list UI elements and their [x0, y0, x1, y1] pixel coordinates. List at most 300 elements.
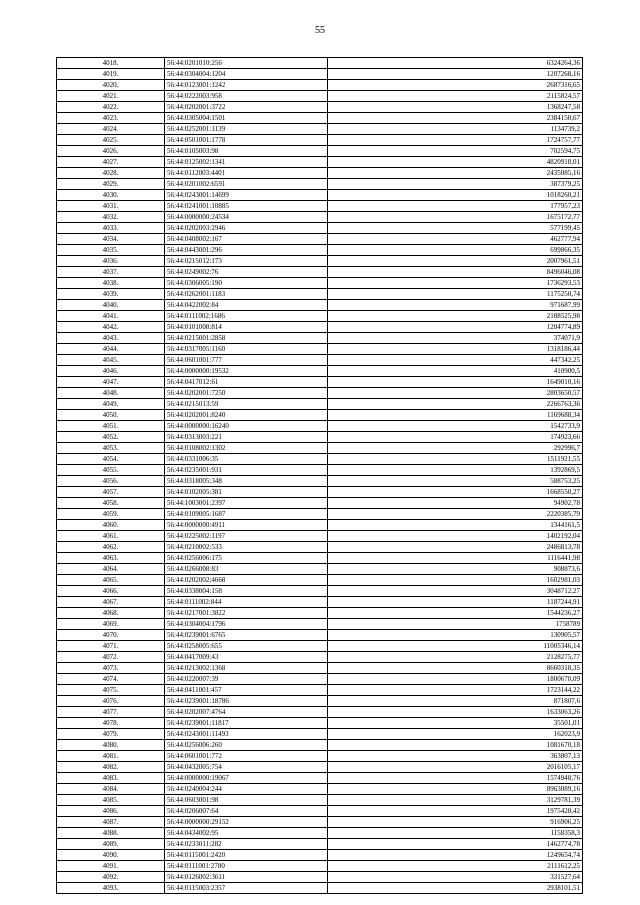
row-number: 4060.: [57, 520, 165, 531]
row-number: 4085.: [57, 795, 165, 806]
row-number: 4052.: [57, 432, 165, 443]
table-row: [57, 201, 583, 212]
table-row: [57, 443, 583, 454]
page-number: 55: [315, 25, 325, 36]
table-row: [57, 751, 583, 762]
table-row: [57, 157, 583, 168]
row-number: 4032.: [57, 212, 165, 223]
cadastral-value: 2016105,17: [328, 762, 583, 773]
cadastral-number: 56:44:0443001:296: [165, 245, 328, 256]
cadastral-value: 1249654,74: [328, 850, 583, 861]
cadastral-value: 1736293,53: [328, 278, 583, 289]
row-number: 4079.: [57, 729, 165, 740]
row-number: 4078.: [57, 718, 165, 729]
cadastral-number: 56:44:0000000:29152: [165, 817, 328, 828]
cadastral-number: 56:44:0202003:2946: [165, 223, 328, 234]
cadastral-value: 4820918,01: [328, 157, 583, 168]
row-number: 4080.: [57, 740, 165, 751]
table-row: [57, 641, 583, 652]
cadastral-number: 56:44:0220007:39: [165, 674, 328, 685]
cadastral-number: 56:44:0243001:11493: [165, 729, 328, 740]
cadastral-number: 56:44:0000000:19067: [165, 773, 328, 784]
cadastral-value: 1318186,44: [328, 344, 583, 355]
row-number: 4043.: [57, 333, 165, 344]
table-row: [57, 80, 583, 91]
cadastral-value: 588753,25: [328, 476, 583, 487]
cadastral-number: 56:44:0210002:533: [165, 542, 328, 553]
table-row: [57, 729, 583, 740]
row-number: 4021.: [57, 91, 165, 102]
table-row: [57, 740, 583, 751]
row-number: 4037.: [57, 267, 165, 278]
table-row: [57, 245, 583, 256]
row-number: 4092.: [57, 872, 165, 883]
row-number: 4027.: [57, 157, 165, 168]
row-number: 4026.: [57, 146, 165, 157]
cadastral-number: 56:44:0603001:98: [165, 795, 328, 806]
cadastral-number: 56:44:0262001:1183: [165, 289, 328, 300]
table-row: [57, 817, 583, 828]
cadastral-value: 3048712,27: [328, 586, 583, 597]
cadastral-value: 2435085,16: [328, 168, 583, 179]
cadastral-number: 56:44:0123001:1242: [165, 80, 328, 91]
cadastral-number: 56:44:0102005:381: [165, 487, 328, 498]
row-number: 4024.: [57, 124, 165, 135]
table-row: [57, 564, 583, 575]
cadastral-value: 2266763,36: [328, 399, 583, 410]
table-row: [57, 674, 583, 685]
cadastral-number: 56:44:0338004:158: [165, 586, 328, 597]
cadastral-value: 1668550,27: [328, 487, 583, 498]
table-row: [57, 399, 583, 410]
cadastral-value: 2128275,77: [328, 652, 583, 663]
cadastral-number: 56:44:0201010:256: [165, 58, 328, 69]
row-number: 4066.: [57, 586, 165, 597]
row-number: 4023.: [57, 113, 165, 124]
table-row: [57, 454, 583, 465]
row-number: 4034.: [57, 234, 165, 245]
table-row: [57, 663, 583, 674]
table-row: [57, 388, 583, 399]
cadastral-number: 56:44:0258005:655: [165, 641, 328, 652]
row-number: 4048.: [57, 388, 165, 399]
table-row: [57, 498, 583, 509]
table-row: [57, 828, 583, 839]
cadastral-number: 56:44:0411001:457: [165, 685, 328, 696]
table-row: [57, 344, 583, 355]
cadastral-value: 1187244,91: [328, 597, 583, 608]
table-row: [57, 861, 583, 872]
cadastral-number: 56:44:0317005:1160: [165, 344, 328, 355]
cadastral-value: 1116441,98: [328, 553, 583, 564]
cadastral-number: 56:44:0000000:19532: [165, 366, 328, 377]
cadastral-value: 971687,99: [328, 300, 583, 311]
cadastral-value: 1975420,42: [328, 806, 583, 817]
table-row: [57, 520, 583, 531]
table-row: [57, 872, 583, 883]
table-row: [57, 278, 583, 289]
row-number: 4072.: [57, 652, 165, 663]
cadastral-value: 331527,64: [328, 872, 583, 883]
row-number: 4050.: [57, 410, 165, 421]
cadastral-number: 56:44:0243001:14699: [165, 190, 328, 201]
cadastral-value: 1207268,16: [328, 69, 583, 80]
table-row: [57, 883, 583, 894]
cadastral-value: 374071,9: [328, 333, 583, 344]
row-number: 4093.: [57, 883, 165, 894]
cadastral-value: 1204774,89: [328, 322, 583, 333]
table-row: [57, 597, 583, 608]
cadastral-number: 56:44:0215001:2858: [165, 333, 328, 344]
cadastral-number: 56:44:0206007:64: [165, 806, 328, 817]
table-row: [57, 256, 583, 267]
cadastral-value: 1081670,18: [328, 740, 583, 751]
table-row: [57, 234, 583, 245]
cadastral-value: 2188525,98: [328, 311, 583, 322]
cadastral-value: 8496046,08: [328, 267, 583, 278]
table-row: [57, 267, 583, 278]
table-row: [57, 366, 583, 377]
cadastral-number: 56:44:0126002:3611: [165, 872, 328, 883]
table-row: [57, 432, 583, 443]
cadastral-number: 56:44:0249002:76: [165, 267, 328, 278]
cadastral-number: 56:44:0215012:173: [165, 256, 328, 267]
table-row: [57, 168, 583, 179]
cadastral-value: 1602981,03: [328, 575, 583, 586]
row-number: 4088.: [57, 828, 165, 839]
cadastral-value: 1134739,2: [328, 124, 583, 135]
cadastral-number: 56:44:0331006:35: [165, 454, 328, 465]
table-row: [57, 58, 583, 69]
table-row: [57, 223, 583, 234]
table-row: [57, 652, 583, 663]
row-number: 4055.: [57, 465, 165, 476]
cadastral-value: 1574948,76: [328, 773, 583, 784]
row-number: 4061.: [57, 531, 165, 542]
table-row: [57, 421, 583, 432]
table-row: [57, 465, 583, 476]
row-number: 4047.: [57, 377, 165, 388]
row-number: 4071.: [57, 641, 165, 652]
cadastral-value: 577199,45: [328, 223, 583, 234]
cadastral-number: 56:44:0432005:754: [165, 762, 328, 773]
cadastral-value: 2687316,65: [328, 80, 583, 91]
table-row: [57, 685, 583, 696]
cadastral-number: 56:44:0225002:1197: [165, 531, 328, 542]
cadastral-number: 56:44:0215013:59: [165, 399, 328, 410]
row-number: 4018.: [57, 58, 165, 69]
cadastral-number: 56:44:0115003:2357: [165, 883, 328, 894]
cadastral-number: 56:44:0202002:4668: [165, 575, 328, 586]
table-row: [57, 531, 583, 542]
row-number: 4057.: [57, 487, 165, 498]
table-row: [57, 630, 583, 641]
table-row: [57, 333, 583, 344]
row-number: 4039.: [57, 289, 165, 300]
table-row: [57, 707, 583, 718]
cadastral-number: 56:44:0241001:10885: [165, 201, 328, 212]
cadastral-number: 56:44:0304004:1796: [165, 619, 328, 630]
cadastral-value: 908873,6: [328, 564, 583, 575]
table-row: [57, 322, 583, 333]
cadastral-value: 1392869,5: [328, 465, 583, 476]
cadastral-value: 2384150,67: [328, 113, 583, 124]
cadastral-number: 56:44:0252001:1139: [165, 124, 328, 135]
cadastral-number: 56:44:0111002:844: [165, 597, 328, 608]
cadastral-value: 177957,23: [328, 201, 583, 212]
cadastral-number: 56:44:0108002:1302: [165, 443, 328, 454]
row-number: 4065.: [57, 575, 165, 586]
cadastral-value: 1158358,3: [328, 828, 583, 839]
cadastral-number: 56:44:0000000:4911: [165, 520, 328, 531]
cadastral-value: 35501,01: [328, 718, 583, 729]
cadastral-number: 56:44:0111002:1686: [165, 311, 328, 322]
row-number: 4031.: [57, 201, 165, 212]
table-row: [57, 795, 583, 806]
table-row: [57, 377, 583, 388]
row-number: 4077.: [57, 707, 165, 718]
row-number: 4049.: [57, 399, 165, 410]
cadastral-value: 1018260,21: [328, 190, 583, 201]
row-number: 4019.: [57, 69, 165, 80]
row-number: 4046.: [57, 366, 165, 377]
cadastral-value: 462777,94: [328, 234, 583, 245]
row-number: 4041.: [57, 311, 165, 322]
cadastral-value: 1511921,55: [328, 454, 583, 465]
cadastral-number: 56:44:0202001:3722: [165, 102, 328, 113]
table-row: [57, 355, 583, 366]
row-number: 4040.: [57, 300, 165, 311]
cadastral-number: 56:44:0202001:8240: [165, 410, 328, 421]
cadastral-value: 1344161,5: [328, 520, 583, 531]
row-number: 4064.: [57, 564, 165, 575]
cadastral-number: 56:44:0125002:1341: [165, 157, 328, 168]
cadastral-value: 292996,7: [328, 443, 583, 454]
cadastral-value: 702594,75: [328, 146, 583, 157]
row-number: 4053.: [57, 443, 165, 454]
cadastral-value: 387379,25: [328, 179, 583, 190]
row-number: 4074.: [57, 674, 165, 685]
cadastral-value: 447342,25: [328, 355, 583, 366]
cadastral-value: 2938101,51: [328, 883, 583, 894]
row-number: 4067.: [57, 597, 165, 608]
cadastral-number: 56:44:0109005:1687: [165, 509, 328, 520]
cadastral-number: 56:44:0233011:282: [165, 839, 328, 850]
cadastral-number: 56:44:0201002:6591: [165, 179, 328, 190]
cadastral-number: 56:44:0305004:1501: [165, 113, 328, 124]
cadastral-value: 1368247,58: [328, 102, 583, 113]
row-number: 4054.: [57, 454, 165, 465]
row-number: 4033.: [57, 223, 165, 234]
row-number: 4076.: [57, 696, 165, 707]
cadastral-value: 410900,5: [328, 366, 583, 377]
cadastral-value: 363807,13: [328, 751, 583, 762]
table-row: [57, 619, 583, 630]
row-number: 4042.: [57, 322, 165, 333]
cadastral-number: 56:44:0111001:2780: [165, 861, 328, 872]
cadastral-value: 1675172,77: [328, 212, 583, 223]
cadastral-value: 1649010,16: [328, 377, 583, 388]
row-number: 4083.: [57, 773, 165, 784]
cadastral-value: 1633063,26: [328, 707, 583, 718]
row-number: 4090.: [57, 850, 165, 861]
row-number: 4087.: [57, 817, 165, 828]
cadastral-number: 56:44:0000000:16240: [165, 421, 328, 432]
cadastral-value: 94902,78: [328, 498, 583, 509]
table-row: [57, 487, 583, 498]
table-row: [57, 190, 583, 201]
cadastral-number: 56:44:0105003:98: [165, 146, 328, 157]
row-number: 4056.: [57, 476, 165, 487]
table-row: [57, 113, 583, 124]
cadastral-value: 1175250,74: [328, 289, 583, 300]
cadastral-value: 2007961,51: [328, 256, 583, 267]
row-number: 4081.: [57, 751, 165, 762]
row-number: 4028.: [57, 168, 165, 179]
cadastral-number: 56:44:0313003:221: [165, 432, 328, 443]
row-number: 4082.: [57, 762, 165, 773]
row-number: 4070.: [57, 630, 165, 641]
cadastral-number: 56:44:0318005:348: [165, 476, 328, 487]
row-number: 4044.: [57, 344, 165, 355]
cadastral-number: 56:44:0239001:6765: [165, 630, 328, 641]
cadastral-value: 11005346,14: [328, 641, 583, 652]
row-number: 4020.: [57, 80, 165, 91]
row-number: 4075.: [57, 685, 165, 696]
row-number: 4063.: [57, 553, 165, 564]
row-number: 4038.: [57, 278, 165, 289]
table-row: [57, 762, 583, 773]
cadastral-number: 56:44:0217001:3822: [165, 608, 328, 619]
table-row: [57, 69, 583, 80]
table-row: [57, 135, 583, 146]
table-row: [57, 575, 583, 586]
cadastral-number: 56:44:0601001:772: [165, 751, 328, 762]
cadastral-value: 1402192,04: [328, 531, 583, 542]
row-number: 4036.: [57, 256, 165, 267]
cadastral-value: 916906,25: [328, 817, 583, 828]
cadastral-number: 56:44:0266008:83: [165, 564, 328, 575]
cadastral-number: 56:44:0235001:931: [165, 465, 328, 476]
row-number: 4022.: [57, 102, 165, 113]
cadastral-value: 2115824,57: [328, 91, 583, 102]
cadastral-value: 2111612,25: [328, 861, 583, 872]
cadastral-number: 56:44:0112003:4401: [165, 168, 328, 179]
table-row: [57, 124, 583, 135]
cadastral-number: 56:44:0304004:1204: [165, 69, 328, 80]
table-body: [57, 58, 583, 894]
cadastral-value: 6324264,36: [328, 58, 583, 69]
row-number: 4059.: [57, 509, 165, 520]
cadastral-value: 1542733,9: [328, 421, 583, 432]
cadastral-value: 1169688,34: [328, 410, 583, 421]
cadastral-number: 56:44:0101008:814: [165, 322, 328, 333]
cadastral-number: 56:44:0000000:24534: [165, 212, 328, 223]
table-row: [57, 608, 583, 619]
table-row: [57, 212, 583, 223]
table-row: [57, 718, 583, 729]
cadastral-value: 1724757,77: [328, 135, 583, 146]
cadastral-number: 56:44:0417009:43: [165, 652, 328, 663]
cadastral-value: 8963089,16: [328, 784, 583, 795]
table-row: [57, 146, 583, 157]
cadastral-number: 56:44:0256006:175: [165, 553, 328, 564]
cadastral-value: 699866,35: [328, 245, 583, 256]
cadastral-value: 1800670,09: [328, 674, 583, 685]
cadastral-number: 56:44:0222003:958: [165, 91, 328, 102]
cadastral-number: 56:44:0417012:61: [165, 377, 328, 388]
table-row: [57, 542, 583, 553]
cadastral-value: 2220385,79: [328, 509, 583, 520]
cadastral-value: 1723144,22: [328, 685, 583, 696]
table-row: [57, 410, 583, 421]
cadastral-value-table: [56, 57, 583, 894]
row-number: 4086.: [57, 806, 165, 817]
table-row: [57, 696, 583, 707]
table-row: [57, 476, 583, 487]
cadastral-number: 56:44:0239001:18786: [165, 696, 328, 707]
row-number: 4068.: [57, 608, 165, 619]
table-row: [57, 850, 583, 861]
cadastral-number: 56:44:0202001:7250: [165, 388, 328, 399]
table-row: [57, 311, 583, 322]
table-row: [57, 289, 583, 300]
table-row: [57, 509, 583, 520]
row-number: 4062.: [57, 542, 165, 553]
row-number: 4045.: [57, 355, 165, 366]
row-number: 4091.: [57, 861, 165, 872]
table-row: [57, 102, 583, 113]
table-row: [57, 91, 583, 102]
cadastral-value: 130905,57: [328, 630, 583, 641]
row-number: 4035.: [57, 245, 165, 256]
cadastral-value: 8660318,35: [328, 663, 583, 674]
table-row: [57, 553, 583, 564]
cadastral-number: 56:44:0434002:95: [165, 828, 328, 839]
cadastral-value: 1544236,27: [328, 608, 583, 619]
cadastral-number: 56:44:0256006:260: [165, 740, 328, 751]
cadastral-value: 2486813,78: [328, 542, 583, 553]
cadastral-number: 56:44:0239001:11817: [165, 718, 328, 729]
table-row: [57, 586, 583, 597]
cadastral-number: 56:44:0240004:244: [165, 784, 328, 795]
table-row: [57, 179, 583, 190]
cadastral-number: 56:44:0422002:84: [165, 300, 328, 311]
table-row: [57, 773, 583, 784]
row-number: 4073.: [57, 663, 165, 674]
cadastral-number: 56:44:0306005:190: [165, 278, 328, 289]
cadastral-value: 162023,9: [328, 729, 583, 740]
row-number: 4084.: [57, 784, 165, 795]
table-row: [57, 300, 583, 311]
row-number: 4058.: [57, 498, 165, 509]
row-number: 4089.: [57, 839, 165, 850]
cadastral-number: 56:44:0213002:1368: [165, 663, 328, 674]
cadastral-value: 174923,66: [328, 432, 583, 443]
cadastral-value: 2803650,57: [328, 388, 583, 399]
row-number: 4030.: [57, 190, 165, 201]
table-row: [57, 839, 583, 850]
cadastral-number: 56:44:0202007:4764: [165, 707, 328, 718]
row-number: 4025.: [57, 135, 165, 146]
row-number: 4051.: [57, 421, 165, 432]
row-number: 4069.: [57, 619, 165, 630]
cadastral-value: 3129781,39: [328, 795, 583, 806]
cadastral-number: 56:44:0501001:1778: [165, 135, 328, 146]
cadastral-number: 56:44:0601001:777: [165, 355, 328, 366]
table-row: [57, 784, 583, 795]
row-number: 4029.: [57, 179, 165, 190]
